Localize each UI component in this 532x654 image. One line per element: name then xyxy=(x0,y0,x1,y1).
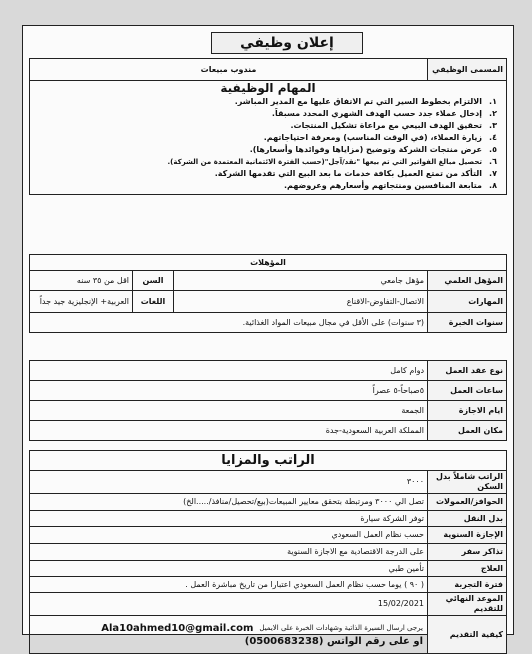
age-label: السن xyxy=(133,271,174,291)
apply-instructions: يرجى ارسال السيرة الذاتية وشهادات الخبرة على الايميل xyxy=(259,624,423,632)
holiday-label: ايام الاجازة xyxy=(428,401,507,421)
duty-number: ١. xyxy=(489,97,497,106)
duty-text: التأكد من تمتع العميل بكافة خدمات ما بعد البيع التي تقدمها الشركة. xyxy=(214,169,482,178)
duties-heading: المهام الوظيفية xyxy=(220,81,316,95)
transport-label: بدل النقل xyxy=(428,511,507,527)
duty-number: ٤. xyxy=(489,133,497,142)
job-title-label: المسمى الوظيفي xyxy=(428,59,507,81)
duty-number: ٦. xyxy=(489,157,497,166)
probation-label: فترة التجربة xyxy=(428,577,507,593)
duty-item xyxy=(36,120,500,132)
duty-text: متابعة المنافسين ومنتجاتهم وأسعارهم وعروضهم. xyxy=(284,181,482,190)
job-announcement-page xyxy=(22,25,514,647)
contract-value: دوام كامل xyxy=(30,361,428,381)
annual-leave-value: حسب نظام العمل السعودي xyxy=(30,527,428,544)
holiday-value: الجمعة xyxy=(30,401,428,421)
tickets-value: على الدرجة الاقتصادية مع الاجازة السنوية xyxy=(30,544,428,561)
annual-leave-label: الإجازة السنوية xyxy=(428,527,507,544)
duties-section xyxy=(30,81,507,195)
hours-label: ساعات العمل xyxy=(428,381,507,401)
duty-text: تحصيل مبالغ الفواتير التي تم بيعها "نقد/آجل"(حسب الفترة الائتمانية المعتمدة من الشركة). xyxy=(167,158,482,166)
probation-value: ( ٩٠ ) يوما حسب نظام العمل السعودي اعتبارا من تاريخ مباشرة العمل . xyxy=(30,577,428,593)
duty-number: ٨. xyxy=(489,181,497,190)
apply-email-link[interactable]: Ala10ahmed10@gmail.com xyxy=(101,622,254,634)
work-terms-table xyxy=(29,360,507,441)
contract-label: نوع عقد العمل xyxy=(428,361,507,381)
incentives-value: تصل الي ٣٠٠٠ ومرتبطة بتحقق معايير المبيعات(بيع/تحصيل/منافذ/.....الخ) xyxy=(30,494,428,511)
hours-value: ٥صباحاً-٥ عصراً xyxy=(30,381,428,401)
languages-label: اللغات xyxy=(133,291,174,313)
transport-value: توفر الشركة سيارة xyxy=(30,511,428,527)
duty-number: ٥. xyxy=(489,145,497,154)
duty-item xyxy=(36,108,500,120)
experience-label: سنوات الخبرة xyxy=(428,313,507,333)
duties-list xyxy=(36,96,500,192)
education-value: مؤهل جامعي xyxy=(174,271,428,291)
duty-text: تحقيق الهدف البيعي مع مراعاة تشكيل المنتجات. xyxy=(290,121,482,130)
deadline-label: الموعد النهائي للتقديم xyxy=(428,593,507,616)
medical-label: العلاج xyxy=(428,561,507,577)
duty-item xyxy=(36,132,500,144)
place-label: مكان العمل xyxy=(428,421,507,441)
skills-value: الاتصال-التفاوض-الاقناع xyxy=(174,291,428,313)
duty-text: زيارة العملاء، (في الوقت المناسب) ومعرفة احتياجاتهم. xyxy=(263,133,482,142)
duty-number: ٢. xyxy=(489,109,497,118)
duty-text: الالتزام بخطوط السير التي تم الاتفاق عليها مع المدير المباشر. xyxy=(234,97,482,106)
qualifications-heading: المؤهلات xyxy=(30,255,507,271)
duty-text: إدخال عملاء جدد حسب الهدف الشهري المحدد مسبقاً. xyxy=(271,109,482,118)
qualifications-table xyxy=(29,254,507,333)
benefits-heading: الراتب والمزايا xyxy=(30,451,507,471)
apply-whatsapp: او على رقم الواتس (0500683238) xyxy=(244,635,423,647)
apply-label: كيفية التقديم xyxy=(428,616,507,654)
duty-item xyxy=(36,156,500,168)
place-value: المملكة العربية السعودية-جدة xyxy=(30,421,428,441)
benefits-table xyxy=(29,450,507,654)
incentives-label: الحوافز/العمولات xyxy=(428,494,507,511)
medical-value: تأمين طبي xyxy=(30,561,428,577)
duty-number: ٧. xyxy=(489,169,497,178)
salary-label: الراتب شاملاً بدل السكن xyxy=(428,471,507,494)
duty-item xyxy=(36,144,500,156)
job-title-value: مندوب مبيعات xyxy=(30,59,428,81)
skills-label: المهارات xyxy=(428,291,507,313)
deadline-value: 15/02/2021 xyxy=(30,593,428,616)
duty-item xyxy=(36,180,500,192)
announcement-title: إعلان وظيفي xyxy=(211,32,363,54)
salary-value: ٣٠٠٠ xyxy=(30,471,428,494)
apply-details xyxy=(30,616,428,654)
duty-number: ٣. xyxy=(489,121,497,130)
experience-value: (٣ سنوات) على الأقل في مجال مبيعات المواد الغذائية. xyxy=(30,313,428,333)
education-label: المؤهل العلمي xyxy=(428,271,507,291)
duty-item xyxy=(36,96,500,108)
age-value: اقل من ٣٥ سنه xyxy=(30,271,133,291)
tickets-label: تذاكر سفر xyxy=(428,544,507,561)
duty-text: عرض منتجات الشركة وتوضيح (مزاياها وفوائدها وأسعارها). xyxy=(249,145,482,154)
duty-item xyxy=(36,168,500,180)
job-duties-table xyxy=(29,58,507,195)
languages-value: العربية+ الإنجليزية جيد جداً xyxy=(30,291,133,313)
